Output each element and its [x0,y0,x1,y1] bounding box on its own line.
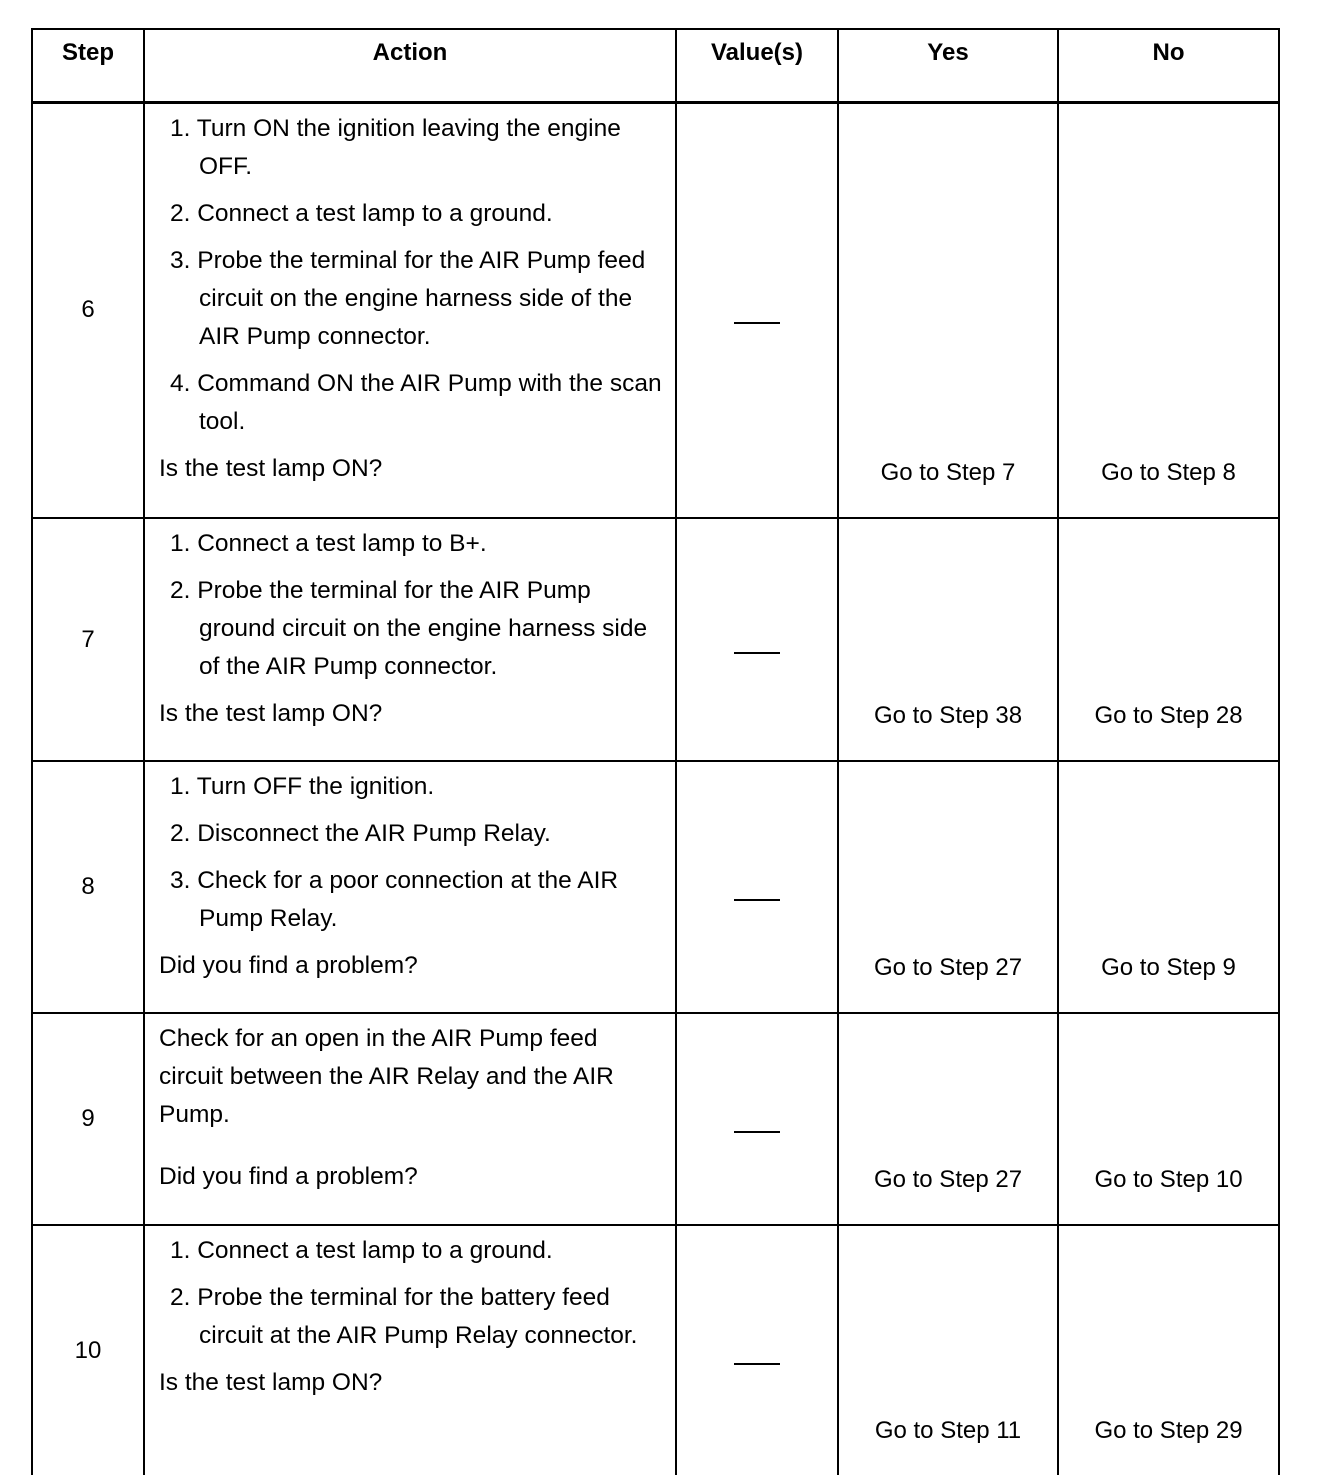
empty-value-dash [734,1131,780,1133]
yes-cell: Go to Step 7 [838,102,1058,518]
yes-cell: Go to Step 27 [838,1013,1058,1225]
empty-value-dash [734,322,780,324]
diagnostic-table [31,28,1280,1475]
header-no: No [1058,29,1279,102]
action-item: 1. Connect a test lamp to a ground. [170,1237,553,1264]
action-item: 2. Disconnect the AIR Pump Relay. [170,820,551,847]
table-row [32,518,1279,761]
no-cell: Go to Step 29 [1058,1225,1279,1475]
action-question: Is the test lamp ON? [159,1369,383,1396]
value-cell [676,102,838,518]
empty-value-dash [734,899,780,901]
action-cell [144,1225,676,1475]
no-cell: Go to Step 8 [1058,102,1279,518]
table-row [32,102,1279,518]
action-cell [144,102,676,518]
action-item: 1. Turn OFF the ignition. [170,773,435,800]
table-row [32,1013,1279,1225]
action-item: 2. Probe the terminal for the AIR Pump ground circuit on the engine harness side of the AIR Pump connector. [170,577,648,680]
action-list [159,1232,663,1355]
action-cell [144,518,676,761]
action-cell [144,761,676,1013]
step-number: 10 [32,1225,144,1475]
value-cell [676,518,838,761]
action-question: Is the test lamp ON? [159,700,383,727]
table-row [32,1225,1279,1475]
action-cell [144,1013,676,1225]
action-list [159,110,663,441]
action-item: 1. Turn ON the ignition leaving the engine OFF. [170,114,621,180]
action-item: 1. Connect a test lamp to B+. [170,530,487,557]
value-cell [676,761,838,1013]
step-number: 9 [32,1013,144,1225]
header-yes: Yes [838,29,1058,102]
no-cell: Go to Step 9 [1058,761,1279,1013]
action-list [159,768,663,938]
header-row [32,29,1279,102]
action-item: 3. Probe the terminal for the AIR Pump feed circuit on the engine harness side of the AIR Pump connector. [170,246,646,350]
step-number: 6 [32,102,144,518]
yes-cell: Go to Step 27 [838,761,1058,1013]
no-cell: Go to Step 28 [1058,518,1279,761]
empty-value-dash [734,652,780,654]
no-cell: Go to Step 10 [1058,1013,1279,1225]
step-number: 7 [32,518,144,761]
action-question: Did you find a problem? [159,1163,418,1190]
action-item: 2. Connect a test lamp to a ground. [170,199,553,227]
action-list [159,525,663,686]
value-cell [676,1225,838,1475]
header-step: Step [32,29,144,102]
empty-value-dash [734,1363,780,1365]
action-item: 4. Command ON the AIR Pump with the scan tool. [170,369,662,435]
yes-cell: Go to Step 38 [838,518,1058,761]
value-cell [676,1013,838,1225]
action-item: 2. Probe the terminal for the battery feed circuit at the AIR Pump Relay connector. [170,1284,638,1349]
action-paragraph: Check for an open in the AIR Pump feed circuit between the AIR Relay and the AIR Pump. [159,1025,614,1128]
header-action: Action [144,29,676,102]
table-row [32,761,1279,1013]
action-item: 3. Check for a poor connection at the AIR Pump Relay. [170,867,619,932]
yes-cell: Go to Step 11 [838,1225,1058,1475]
action-question: Is the test lamp ON? [159,454,383,482]
header-values: Value(s) [676,29,838,102]
step-number: 8 [32,761,144,1013]
action-question: Did you find a problem? [159,952,418,979]
